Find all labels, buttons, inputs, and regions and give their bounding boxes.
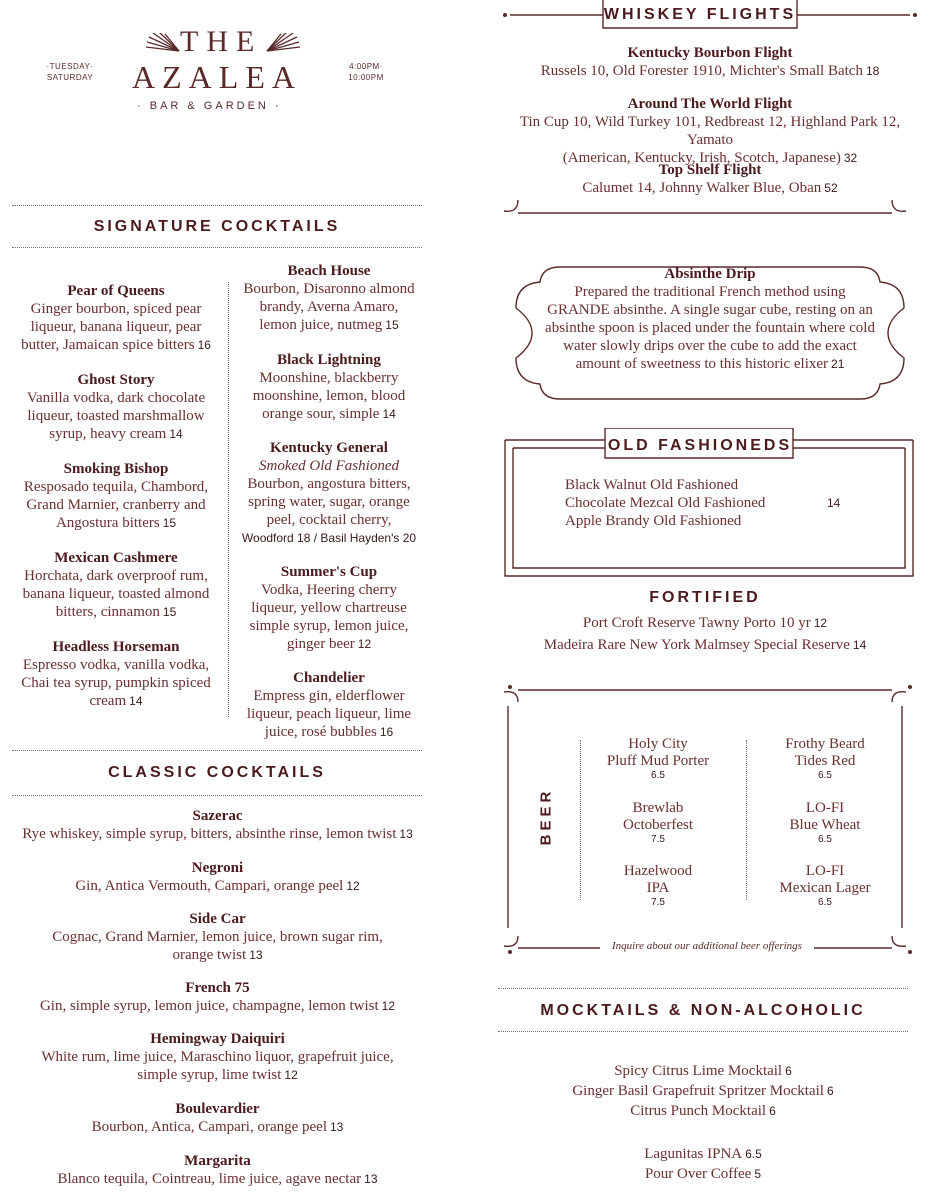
item-name: French 75 (185, 980, 250, 996)
oldfashioned-title: OLD FASHIONEDS (607, 437, 793, 454)
item-name: Black Lightning (277, 352, 381, 368)
beer-name: Tides Red (794, 753, 856, 769)
item-description (505, 283, 915, 373)
item-description (10, 496, 222, 514)
item-name: Sazerac (192, 808, 243, 824)
item-price: 12 (357, 637, 372, 651)
description-text: GRANDE absinthe. A single sugar cube, resting on an (547, 302, 873, 318)
description-text: orange twist (172, 947, 247, 963)
item-price: 13 (330, 1120, 344, 1134)
absinthe-item (505, 265, 915, 373)
mocktail-item (498, 1102, 908, 1120)
description-line (505, 301, 915, 319)
description-text: Rye whiskey, simple syrup, bitters, absinthe rinse, lemon twist (22, 826, 397, 842)
description-text: Bourbon, angostura bitters, (247, 476, 411, 492)
item-name: Headless Horseman (52, 639, 180, 655)
item-price: 16 (197, 338, 211, 352)
beer-item (750, 800, 900, 845)
description-text: Grand Marnier, cranberry and (26, 497, 206, 513)
description-text: Moonshine, blackberry (259, 370, 399, 386)
description-text: Vodka, Heering cherry (261, 582, 397, 598)
beer-name: Octoberfest (623, 817, 693, 833)
description-text: butter, Jamaican spice bitters (21, 337, 195, 353)
menu-item (5, 979, 430, 1015)
logo-name: AZALEA (132, 59, 302, 95)
item-description (236, 298, 422, 316)
item-price: 12 (284, 1068, 298, 1082)
description-text: Resposado tequila, Chambord, (23, 479, 209, 495)
oldfashioned-item: Chocolate Mezcal Old Fashioned (565, 495, 766, 511)
item-description (10, 318, 222, 336)
mocktail-item (498, 1165, 908, 1183)
logo-hours: 4:00PM· 10:00PM (348, 62, 384, 82)
menu-item (10, 371, 222, 443)
item-price: 15 (385, 318, 399, 332)
description-text: Espresso vodka, vanilla vodka, (22, 657, 210, 673)
description-text: juice, rosé bubbles (264, 724, 377, 740)
description-text: spring water, sugar, orange (248, 494, 410, 510)
item-description (5, 1048, 430, 1066)
item-name: Side Car (189, 911, 246, 927)
beer-name: Brewlab (632, 800, 684, 816)
description-line (505, 337, 915, 355)
description-text: absinthe spoon is placed under the fountain where cold (545, 320, 875, 336)
item-description (5, 1066, 430, 1084)
description-text: amount of sweetness to this historic elixer (575, 356, 829, 372)
item-description (10, 514, 222, 532)
item-price: 14 (852, 638, 867, 652)
menu-item (5, 1030, 430, 1084)
beer-price: 6.5 (818, 897, 832, 908)
item-description (236, 581, 422, 599)
item-price: 15 (162, 516, 177, 530)
menu-item (500, 44, 920, 80)
description-text: liqueur, yellow chartreuse (251, 600, 407, 616)
description-text: ginger beer (286, 636, 355, 652)
item-price: 14 (169, 427, 183, 441)
item-description (236, 316, 422, 334)
item-description (5, 1170, 430, 1188)
item-price: 13 (364, 1172, 378, 1186)
item-description (236, 635, 422, 653)
mocktail-item (498, 1082, 908, 1100)
menu-item (236, 439, 422, 547)
item-price: 6 (826, 1084, 834, 1098)
item-price: 5 (754, 1167, 762, 1181)
description-text: lemon juice, nutmeg (259, 317, 383, 333)
beer-note: Inquire about our additional beer offerings (612, 940, 802, 952)
item-description (236, 687, 422, 705)
menu-item (5, 1152, 430, 1188)
item-description (236, 280, 422, 298)
item-name: Pour Over Coffee (644, 1166, 752, 1182)
description-text: (American, Kentucky, Irish, Scotch, Japanese) (562, 150, 841, 166)
menu-item (5, 859, 430, 895)
beer-item (583, 736, 733, 781)
description-text: bitters, cinnamon (55, 604, 160, 620)
description-text: Blanco tequila, Cointreau, lime juice, agave nectar (57, 1171, 362, 1187)
description-text: Gin, Antica Vermouth, Campari, orange peel (75, 878, 344, 894)
item-price: 12 (346, 879, 360, 893)
item-name: Citrus Punch Mocktail (630, 1103, 767, 1119)
description-text: peel, cocktail cherry, (266, 512, 392, 528)
menu-item (500, 95, 920, 167)
oldfashioned-item: Apple Brandy Old Fashioned (565, 513, 742, 529)
item-description (10, 389, 222, 407)
beer-item (583, 863, 733, 908)
oldfashioned-price: 14 (827, 496, 841, 510)
menu-item (236, 262, 422, 334)
beer-name: Hazelwood (623, 863, 693, 879)
description-text: brandy, Averna Amaro, (259, 299, 399, 315)
item-description (10, 425, 222, 443)
description-text: banana liqueur, toasted almond (22, 586, 210, 602)
item-description (236, 493, 422, 511)
description-line (505, 355, 915, 373)
beer-divider (580, 740, 581, 900)
item-price: 12 (381, 999, 396, 1013)
beer-name: Frothy Beard (785, 736, 865, 752)
item-description (10, 603, 222, 621)
description-text: orange sour, simple (262, 406, 380, 422)
description-text: liqueur, toasted marshmallow (27, 408, 205, 424)
item-description (5, 877, 430, 895)
item-price: 6 (785, 1064, 792, 1078)
item-price: 6 (769, 1104, 776, 1118)
item-name: Margarita (184, 1153, 251, 1169)
menu-item (10, 282, 222, 354)
menu-item (5, 910, 430, 964)
description-text: Ginger bourbon, spiced pear (30, 301, 202, 317)
item-description (236, 617, 422, 635)
item-description (236, 387, 422, 405)
menu-item (500, 161, 920, 197)
logo-sub: · BAR & GARDEN · (137, 100, 282, 112)
menu-item (236, 563, 422, 653)
description-text: White rum, lime juice, Maraschino liquor, grapefruit juice, (41, 1049, 394, 1065)
item-name: Ginger Basil Grapefruit Spritzer Mocktail (572, 1083, 824, 1099)
mocktail-item (498, 1062, 908, 1080)
divider (498, 1031, 908, 1032)
beer-price: 6.5 (651, 770, 665, 781)
item-description (5, 946, 430, 964)
item-price: 15 (162, 605, 177, 619)
menu-item (236, 669, 422, 741)
item-subtitle: Smoked Old Fashioned (259, 458, 399, 474)
item-description (500, 179, 920, 197)
item-name: Boulevardier (175, 1101, 260, 1117)
item-name: Ghost Story (77, 372, 155, 388)
beer-name: Holy City (628, 736, 688, 752)
description-text: Russels 10, Old Forester 1910, Michter's Small Batch (540, 63, 863, 79)
item-description (10, 567, 222, 585)
item-description (5, 928, 430, 946)
beer-item (583, 800, 733, 845)
beer-name: Pluff Mud Porter (606, 753, 710, 769)
divider (12, 750, 422, 751)
item-name: Chandelier (293, 670, 365, 686)
beer-item (750, 863, 900, 908)
beer-price: 7.5 (651, 897, 665, 908)
item-description (10, 336, 222, 354)
item-price: 18 (865, 64, 880, 78)
item-description (236, 475, 422, 493)
beer-name: IPA (646, 880, 670, 896)
divider (12, 795, 422, 796)
menu-item (10, 638, 222, 710)
signature-title: SIGNATURE COCKTAILS (93, 218, 341, 235)
item-name: Kentucky Bourbon Flight (627, 45, 793, 61)
menu-item (10, 549, 222, 621)
item-name: Spicy Citrus Lime Mocktail (614, 1063, 783, 1079)
beer-divider (746, 740, 747, 900)
fan-right-icon (265, 33, 301, 53)
description-text: water slowly drips over the cube to add the exact (563, 338, 857, 354)
item-name: Kentucky General (270, 440, 388, 456)
item-price: 52 (824, 181, 838, 195)
item-price: 13 (249, 948, 263, 962)
item-description (10, 674, 222, 692)
item-price: 12 (813, 616, 828, 630)
beer-item (750, 736, 900, 781)
mocktails-title: MOCKTAILS & NON-ALCOHOLIC (540, 1002, 866, 1019)
description-text: Gin, simple syrup, lemon juice, champagne, lemon twist (39, 998, 379, 1014)
description-text: liqueur, peach liqueur, lime (246, 706, 412, 722)
beer-price: 6.5 (818, 770, 832, 781)
beer-name: LO-FI (805, 863, 845, 879)
item-description (10, 478, 222, 496)
item-price: 14 (382, 407, 396, 421)
description-text: liqueur, banana liqueur, pear (30, 319, 202, 335)
item-name: Hemingway Daiquiri (150, 1031, 285, 1047)
logo (40, 25, 400, 120)
item-description (236, 599, 422, 617)
description-text: moonshine, lemon, blood (252, 388, 406, 404)
beer-name: Mexican Lager (779, 880, 871, 896)
description-text: Prepared the traditional French method using (574, 284, 846, 300)
item-description (236, 369, 422, 387)
beer-price: 6.5 (818, 834, 832, 845)
beer-name: LO-FI (805, 800, 845, 816)
item-description (5, 1118, 430, 1136)
item-name: Around The World Flight (627, 96, 793, 112)
item-price: 16 (379, 725, 394, 739)
item-description (10, 300, 222, 318)
description-line (505, 283, 915, 301)
item-description (5, 997, 430, 1015)
description-text: Chai tea syrup, pumpkin spiced (21, 675, 211, 691)
item-description (236, 723, 422, 741)
item-description (10, 656, 222, 674)
item-price: 13 (399, 827, 413, 841)
oldfashioned-list (565, 476, 765, 530)
menu-item (5, 1100, 430, 1136)
description-text: Tin Cup 10, Wild Turkey 101, Redbreast 12, Highland Park 12, Yamato (519, 114, 901, 148)
description-line (505, 319, 915, 337)
fortified-item (505, 636, 905, 654)
divider (12, 205, 422, 206)
fortified-title: FORTIFIED (649, 589, 761, 606)
description-text: Cognac, Grand Marnier, lemon juice, brown sugar rim, (52, 929, 383, 945)
item-description (10, 407, 222, 425)
item-price: 21 (831, 357, 845, 371)
item-description (236, 405, 422, 423)
item-price: Woodford 18 / Basil Hayden's 20 (241, 531, 417, 545)
item-name: Smoking Bishop (63, 461, 169, 477)
description-text: Angostura bitters (55, 515, 160, 531)
item-name: Top Shelf Flight (658, 162, 762, 178)
item-description (10, 692, 222, 710)
divider (12, 247, 422, 248)
item-name: Negroni (191, 860, 244, 876)
fortified-item (505, 614, 905, 632)
description-text: Vanilla vodka, dark chocolate (26, 390, 206, 406)
item-description (10, 585, 222, 603)
item-name: Absinthe Drip (664, 266, 756, 282)
item-name: Madeira Rare New York Malmsey Special Reserve (543, 637, 850, 653)
beer-label: BEER (537, 787, 555, 846)
beer-price: 7.5 (651, 834, 665, 845)
item-price: 14 (129, 694, 143, 708)
column-divider (228, 282, 229, 717)
mocktail-item (498, 1145, 908, 1163)
fan-left-icon (145, 33, 181, 53)
menu-item (5, 807, 430, 843)
item-description (500, 62, 920, 80)
description-text: simple syrup, lemon juice, (249, 618, 409, 634)
divider (498, 988, 908, 989)
description-text: cream (89, 693, 127, 709)
item-description (236, 705, 422, 723)
menu-item (236, 351, 422, 423)
classic-title: CLASSIC COCKTAILS (108, 764, 326, 781)
logo-the: THE (180, 25, 263, 58)
item-description (5, 825, 430, 843)
description-text: syrup, heavy cream (49, 426, 167, 442)
item-name: Pear of Queens (67, 283, 165, 299)
description-text: simple syrup, lime twist (137, 1067, 282, 1083)
item-name: Summer's Cup (280, 564, 378, 580)
item-price: 32 (843, 151, 858, 165)
item-name: Port Croft Reserve Tawny Porto 10 yr (582, 615, 811, 631)
whiskey-title: WHISKEY FLIGHTS (603, 6, 797, 23)
description-text: Bourbon, Disaronno almond (243, 281, 415, 297)
beer-name: Blue Wheat (789, 817, 861, 833)
description-text: Calumet 14, Johnny Walker Blue, Oban (582, 180, 822, 196)
description-text: Horchata, dark overproof rum, (24, 568, 208, 584)
item-name: Lagunitas IPNA (644, 1146, 743, 1162)
menu-item (10, 460, 222, 532)
item-price: 6.5 (745, 1147, 762, 1161)
logo-days: ·TUESDAY· SATURDAY (46, 62, 94, 82)
item-name: Mexican Cashmere (54, 550, 178, 566)
oldfashioned-item: Black Walnut Old Fashioned (565, 477, 739, 493)
item-description (500, 113, 920, 149)
description-text: Empress gin, elderflower (253, 688, 405, 704)
item-name: Beach House (287, 263, 371, 279)
item-description (236, 511, 422, 529)
description-text: Bourbon, Antica, Campari, orange peel (91, 1119, 327, 1135)
